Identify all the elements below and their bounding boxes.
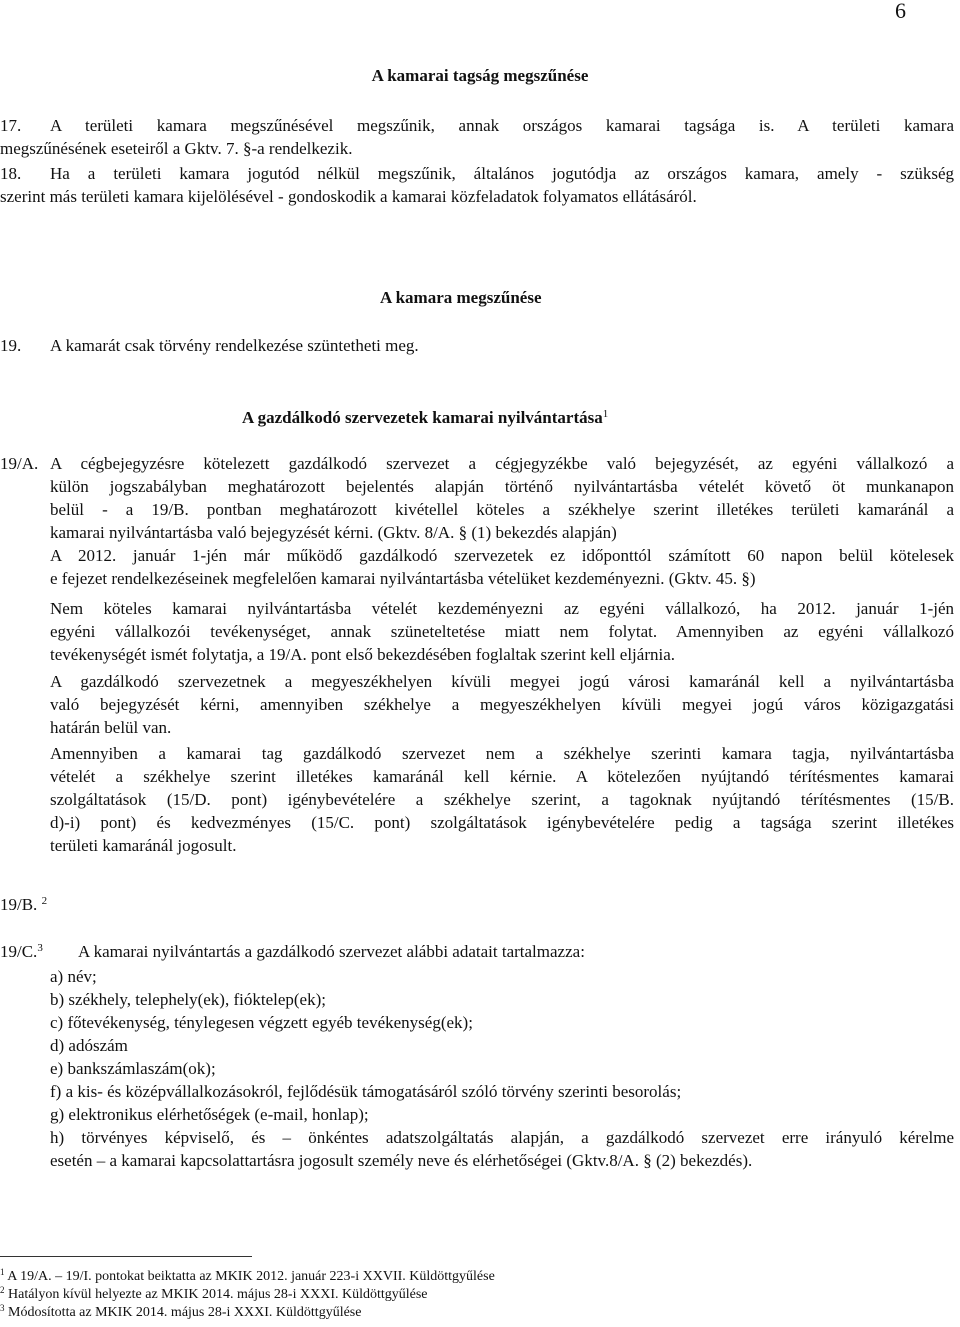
paragraph-number-17: 17. bbox=[0, 116, 22, 135]
list-item: e) bankszámlaszám(ok); bbox=[50, 1059, 216, 1078]
paragraph-19a-block-5 bbox=[50, 742, 954, 857]
list-item: c) főtevékenység, ténylegesen végzett egyéb tevékenység(ek); bbox=[50, 1013, 473, 1032]
paragraph-number-19c-text: 19/C. bbox=[0, 942, 38, 961]
footnote-1 bbox=[0, 1268, 940, 1286]
paragraph-19a-line: A gazdálkodó szervezetnek a megyeszékhelyen kívüli megyei jogú városi kamaránál kell a nyilvántartásba bbox=[50, 672, 954, 691]
paragraph-19c-list bbox=[50, 965, 954, 1172]
paragraph-19a-line: vételét a székhelye szerint illetékes kamaránál kell kérnie. A kötelezően nyújtandó térítésmentes kamarai bbox=[50, 767, 954, 786]
paragraph-19a-line: területi kamaránál jogosult. bbox=[50, 836, 237, 855]
paragraph-17-cont bbox=[0, 137, 904, 160]
paragraph-19a-block-4 bbox=[50, 670, 954, 739]
paragraph-number-18: 18. bbox=[0, 164, 22, 183]
paragraph-number-19c bbox=[0, 940, 43, 963]
paragraph-19a-line: A 2012. január 1-jén már működő gazdálkodó szervezetek ez időponttól számított 60 napon belül kötelesek bbox=[50, 546, 954, 565]
section-heading-membership-termination: A kamarai tagság megszűnése bbox=[371, 66, 589, 85]
section-heading-chamber-termination: A kamara megszűnése bbox=[380, 288, 542, 307]
paragraph-18 bbox=[50, 162, 954, 185]
footnote-2 bbox=[0, 1286, 940, 1304]
paragraph-19a-block-2 bbox=[50, 544, 954, 590]
paragraph-number-19b-text: 19/B. bbox=[0, 895, 38, 914]
paragraph-19a-block-1 bbox=[50, 452, 954, 544]
paragraph-17-line: megszűnésének eseteiről a Gktv. 7. §-a rendelkezik. bbox=[0, 139, 353, 158]
footnote-2-text: Hatályon kívül helyezte az MKIK 2014. május 28-i XXXI. Küldöttgyűlése bbox=[8, 1287, 428, 1302]
paragraph-19a-line: egyéni vállalkozói tevékenységet, annak szüneteltetése miatt nem folytat. Amennyiben az egyéni vállalkozó bbox=[50, 622, 954, 641]
footnote-separator bbox=[0, 1256, 252, 1257]
paragraph-19a-line: d)-i) pont) és kedvezményes (15/C. pont) szolgáltatások igénybevételére pedig a tagsága szerint illetékes bbox=[50, 813, 954, 832]
footnote-1-text: A 19/A. – 19/I. pontokat beiktatta az MKIK 2012. január 223-i XXVII. Küldöttgyűlése bbox=[7, 1269, 495, 1284]
paragraph-19a-line: való bejegyzését kérni, amennyiben székhelye a megyeszékhelyen kívüli megyei jogú város közigazgatási bbox=[50, 695, 954, 714]
paragraph-19a-line: kamarai nyilvántartásba való bejegyzését kérni. (Gktv. 8/A. § (1) bekezdés alapján) bbox=[50, 523, 617, 542]
section-heading-registry-text: A gazdálkodó szervezetek kamarai nyilvántartása bbox=[242, 408, 603, 427]
paragraph-19a-line: belül - a 19/B. pontban meghatározott kivétellel köteles a székhelye szerint illetékes területi kamaránál a bbox=[50, 500, 954, 519]
paragraph-number-19a: 19/A. bbox=[0, 454, 39, 473]
paragraph-19a-line: Amennyiben a kamarai tag gazdálkodó szervezet nem a székhelye szerinti kamara tagja, nyilvántartásba bbox=[50, 744, 954, 763]
paragraph-19a-line: e fejezet rendelkezéseinek megfelelően kamarai nyilvántartásba vételüket kezdeményezni. (Gktv. 45. §) bbox=[50, 569, 756, 588]
paragraph-19a-line: külön jogszabályban meghatározott bejelentés alapján történő nyilvántartásba vételét követő öt munkanapon bbox=[50, 477, 954, 496]
footnote-3-number: 3 bbox=[0, 1303, 5, 1313]
footnote-3 bbox=[0, 1304, 940, 1322]
footnote-3-text: Módosította az MKIK 2014. május 28-i XXXI. Küldöttgyűlése bbox=[8, 1305, 362, 1320]
paragraph-17-line: A területi kamara megszűnésével megszűnik, annak országos kamarai tagsága is. A területi kamara bbox=[50, 116, 954, 135]
page-number: 6 bbox=[895, 0, 906, 23]
list-item: h) törvényes képviselő, és – önkéntes adatszolgáltatás alapján, a gazdálkodó szervezet erre irányuló kérelme bbox=[50, 1128, 954, 1147]
paragraph-19c-intro: A kamarai nyilvántartás a gazdálkodó szervezet alábbi adatait tartalmazza: bbox=[78, 942, 585, 961]
footnote-ref-1: 1 bbox=[602, 408, 609, 420]
list-item: b) székhely, telephely(ek), fióktelep(ek); bbox=[50, 990, 326, 1009]
list-item: d) adószám bbox=[50, 1036, 128, 1055]
paragraph-19a-block-3 bbox=[50, 597, 954, 666]
section-heading-registry bbox=[242, 406, 608, 429]
list-item: esetén – a kamarai kapcsolattartásra jogosult személy neve és elérhetőségei (Gktv.8/A. § (2) bekezdés). bbox=[50, 1151, 753, 1170]
paragraph-19a-line: határán belül van. bbox=[50, 718, 172, 737]
paragraph-19a-line: tevékenységét ismét folytatja, a 19/A. pont első bekezdésében foglaltak szerint kell eljárnia. bbox=[50, 645, 675, 664]
footnote-1-number: 1 bbox=[0, 1267, 5, 1277]
paragraph-18-line: Ha a területi kamara jogutód nélkül megszűnik, általános jogutódja az országos kamara, amely - szükség bbox=[50, 164, 954, 183]
paragraph-17 bbox=[50, 114, 954, 137]
footnotes bbox=[0, 1268, 940, 1322]
paragraph-18-cont bbox=[0, 185, 904, 208]
list-item: a) név; bbox=[50, 967, 97, 986]
list-item: g) elektronikus elérhetőségek (e-mail, honlap); bbox=[50, 1105, 369, 1124]
list-item: f) a kis- és középvállalkozásokról, fejlődésük támogatásáról szóló törvény szerinti besorolás; bbox=[50, 1082, 682, 1101]
paragraph-19a-line: A cégbejegyzésre kötelezett gazdálkodó szervezet a cégjegyzékbe való bejegyzését, az egyéni vállalkozó a bbox=[50, 454, 954, 473]
paragraph-18-line: szerint más területi kamara kijelölésével - gondoskodik a kamarai közfeladatok folyamatos ellátásáról. bbox=[0, 187, 697, 206]
paragraph-number-19b bbox=[0, 893, 47, 916]
paragraph-number-19: 19. bbox=[0, 336, 22, 355]
paragraph-19a-line: Nem köteles kamarai nyilvántartásba vételét kezdeményezni az egyéni vállalkozó, ha 2012. január 1-jén bbox=[50, 599, 954, 618]
footnote-ref-2: 2 bbox=[41, 895, 48, 907]
footnote-2-number: 2 bbox=[0, 1285, 5, 1295]
footnote-ref-3: 3 bbox=[37, 942, 43, 954]
paragraph-19: A kamarát csak törvény rendelkezése szüntetheti meg. bbox=[50, 336, 419, 355]
paragraph-19a-line: szolgáltatások (15/D. pont) igénybevételére a székhelye szerint, a tagoknak nyújtandó térítésmentes (15/B. bbox=[50, 790, 954, 809]
